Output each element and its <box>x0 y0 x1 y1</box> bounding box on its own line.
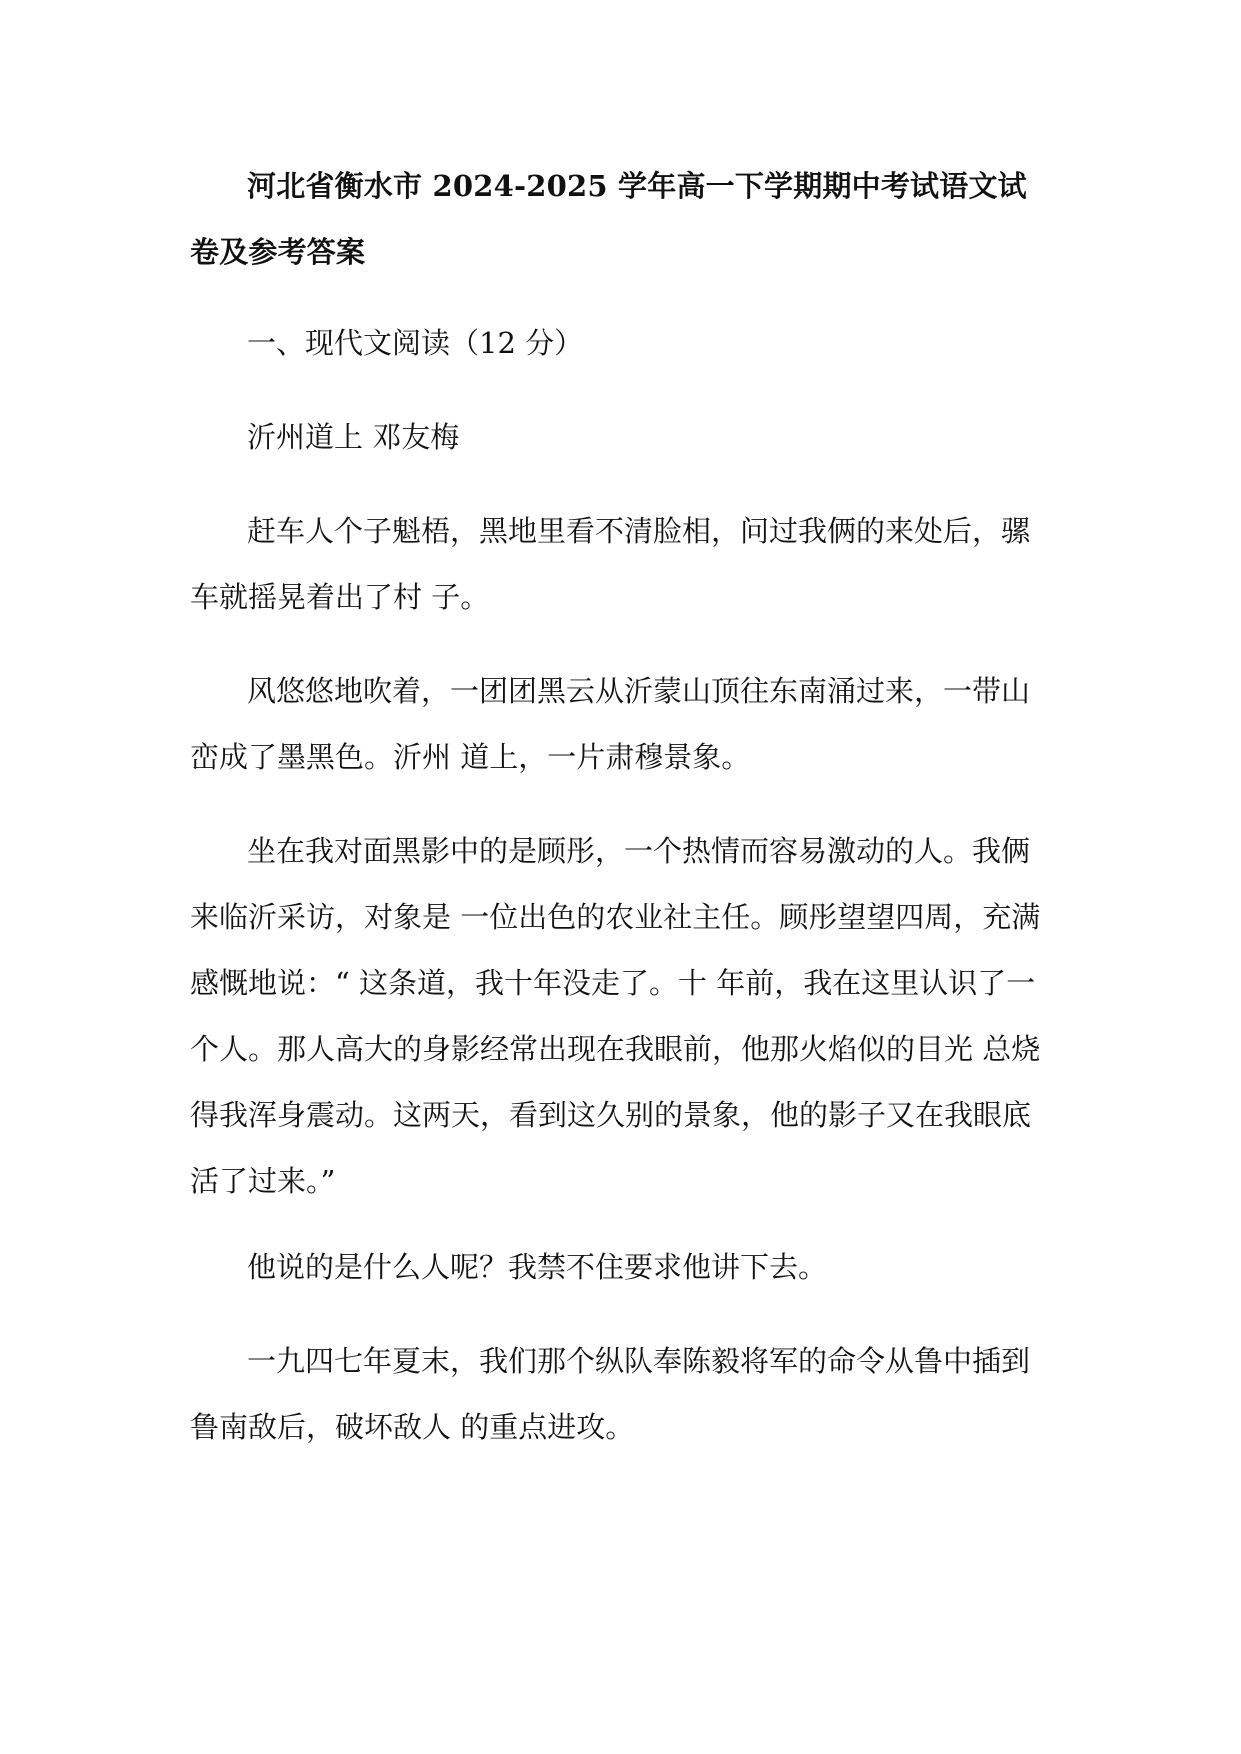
article-title: 沂州道上 邓友梅 <box>247 420 460 454</box>
paragraph: 坐在我对面黑影中的是顾彤，一个热情而容易激动的人。我俩来临沂采访，对象是 一位出色的农业社主任。顾彤望望四周，充满感慨地说：“ 这条道，我十年没走了。十 年前，我在这里认识了一个人。那人高大的身影经常出现在我眼前，他那火焰似的目光 总烧得我浑身震动。这两天，看到这久别的景象，他的影子又在我眼底活了过来。” <box>190 834 1041 1198</box>
paragraph: 风悠悠地吹着，一团团黑云从沂蒙山顶往东南涌过来，一带山峦成了墨黑色。沂州 道上，一片肃穆景象。 <box>190 674 1031 774</box>
paragraph: 一九四七年夏末，我们那个纵队奉陈毅将军的命令从鲁中插到鲁南敌后，破坏敌人 的重点进攻。 <box>190 1344 1031 1444</box>
section-heading: 一、现代文阅读（12 分） <box>247 326 584 360</box>
paragraph: 赶车人个子魁梧，黑地里看不清脸相，问过我俩的来处后，骡车就摇晃着出了村 子。 <box>190 514 1031 614</box>
document-title: 河北省衡水市 2024-2025 学年高一下学期期中考试语文试卷及参考答案 <box>190 169 1027 269</box>
paragraph: 他说的是什么人呢？我禁不住要求他讲下去。 <box>247 1250 828 1284</box>
